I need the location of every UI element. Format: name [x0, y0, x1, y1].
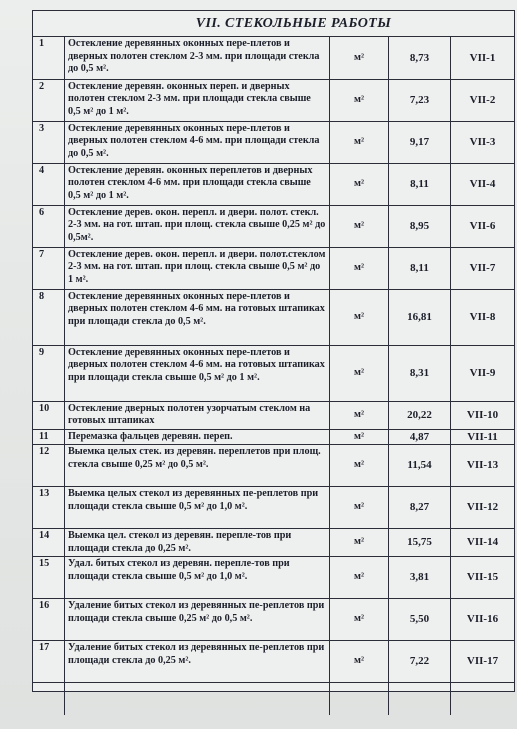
rate-code: VII-8: [451, 289, 515, 345]
work-description: Удал. битых стекол из деревян. перепле-тов при площади стекла свыше 0,5 м² до 1,0 м².: [65, 557, 330, 599]
rate-code: VII-13: [451, 445, 515, 487]
work-description: Остекление дерев. окон. перепл. и двери. полот.стеклом 2-3 мм. на гот. штап. при площ. стекла свыше 0,5 м² до 1 м².: [65, 247, 330, 289]
rate-code: VII-10: [451, 401, 515, 429]
unit-price: 5,50: [389, 599, 451, 641]
unit-price: 9,17: [389, 121, 451, 163]
unit-price: 20,22: [389, 401, 451, 429]
work-description: Выемка целых стек. из деревян. переплетов при площ. стекла свыше 0,25 м² до 0,5 м².: [65, 445, 330, 487]
blank-cell: [451, 683, 515, 716]
unit-of-measure: м²: [330, 289, 389, 345]
work-description: Остекление деревянных оконных пере-плетов и дверных полотен стеклом 4-6 мм. на готовых штапиках при площади стекла свыше 0,5 м² до 1 м².: [65, 345, 330, 401]
rate-code: VII-12: [451, 487, 515, 529]
unit-price: 8,73: [389, 37, 451, 79]
row-number: 7: [33, 247, 65, 289]
work-description: Выемка цел. стекол из деревян. перепле-тов при площади стекла до 0,25 м².: [65, 529, 330, 557]
rate-code: VII-3: [451, 121, 515, 163]
unit-of-measure: м²: [330, 247, 389, 289]
blank-cell: [33, 683, 65, 716]
rate-code: VII-16: [451, 599, 515, 641]
row-number: 15: [33, 557, 65, 599]
table-row: [33, 163, 514, 205]
unit-of-measure: м²: [330, 163, 389, 205]
unit-of-measure: м²: [330, 429, 389, 445]
work-description: Выемка целых стекол из деревянных пе-реплетов при площади стекла свыше 0,5 м² до 1,0 м².: [65, 487, 330, 529]
rate-code: VII-14: [451, 529, 515, 557]
row-number: 10: [33, 401, 65, 429]
unit-of-measure: м²: [330, 445, 389, 487]
rate-code: VII-7: [451, 247, 515, 289]
table-row: [33, 37, 514, 79]
blank-cell: [330, 683, 389, 716]
unit-price: 7,22: [389, 641, 451, 683]
unit-of-measure: м²: [330, 641, 389, 683]
unit-of-measure: м²: [330, 529, 389, 557]
row-number: 6: [33, 205, 65, 247]
work-description: Остекление деревянных оконных пере-плетов и дверных полотен стеклом 4-6 мм. на готовых штапиках при площади стекла до 0,5 м².: [65, 289, 330, 345]
rate-code: VII-17: [451, 641, 515, 683]
work-description: Удаление битых стекол из деревянных пе-реплетов при площади стекла свыше 0,25 м² до 0,5 м².: [65, 599, 330, 641]
blank-cell: [389, 683, 451, 716]
unit-of-measure: м²: [330, 557, 389, 599]
row-number: 2: [33, 79, 65, 121]
row-number: 9: [33, 345, 65, 401]
unit-price: 8,11: [389, 247, 451, 289]
unit-price: 15,75: [389, 529, 451, 557]
row-number: 17: [33, 641, 65, 683]
unit-of-measure: м²: [330, 37, 389, 79]
rate-code: VII-11: [451, 429, 515, 445]
unit-price: 8,27: [389, 487, 451, 529]
unit-price: 8,95: [389, 205, 451, 247]
blank-row: [33, 683, 514, 716]
unit-price: 8,31: [389, 345, 451, 401]
rate-code: VII-9: [451, 345, 515, 401]
unit-of-measure: м²: [330, 599, 389, 641]
row-number: 13: [33, 487, 65, 529]
unit-price: 11,54: [389, 445, 451, 487]
table-row: [33, 557, 514, 599]
row-number: 3: [33, 121, 65, 163]
unit-price: 4,87: [389, 429, 451, 445]
table-row: [33, 345, 514, 401]
unit-of-measure: м²: [330, 401, 389, 429]
work-description: Остекление деревян. оконных переп. и дверных полотен стеклом 2-3 мм. при площади стекла свыше 0,5 м² до 1 м².: [65, 79, 330, 121]
table-row: [33, 401, 514, 429]
rate-code: VII-4: [451, 163, 515, 205]
work-description: Остекление дверных полотен узорчатым стеклом на готовых штапиках: [65, 401, 330, 429]
table-row: [33, 247, 514, 289]
work-description: Остекление дерев. окон. перепл. и двери. полот. стекл. 2-3 мм. на гот. штап. при площ. стекла свыше 0,25 м² до 0,5м².: [65, 205, 330, 247]
table-row: [33, 487, 514, 529]
row-number: 14: [33, 529, 65, 557]
unit-price: 3,81: [389, 557, 451, 599]
table-row: [33, 79, 514, 121]
table-row: [33, 529, 514, 557]
unit-price: 8,11: [389, 163, 451, 205]
unit-price: 16,81: [389, 289, 451, 345]
row-number: 12: [33, 445, 65, 487]
unit-of-measure: м²: [330, 205, 389, 247]
row-number: 1: [33, 37, 65, 79]
row-number: 8: [33, 289, 65, 345]
price-table-body: [33, 37, 514, 715]
table-row: [33, 641, 514, 683]
section-title: VII. СТЕКОЛЬНЫЕ РАБОТЫ: [33, 11, 514, 37]
unit-of-measure: м²: [330, 487, 389, 529]
work-description: Остекление деревянных оконных пере-плетов и дверных полотен стеклом 2-3 мм. при площади стекла до 0,5 м².: [65, 37, 330, 79]
unit-price: 7,23: [389, 79, 451, 121]
rate-code: VII-2: [451, 79, 515, 121]
price-table: [33, 37, 514, 715]
unit-of-measure: м²: [330, 79, 389, 121]
row-number: 4: [33, 163, 65, 205]
row-number: 11: [33, 429, 65, 445]
rate-code: VII-6: [451, 205, 515, 247]
table-row: [33, 599, 514, 641]
work-description: Остекление деревянных оконных пере-плетов и дверных полотен стеклом 4-6 мм. при площади стекла до 0,5 м².: [65, 121, 330, 163]
table-row: [33, 205, 514, 247]
work-description: Остекление деревян. оконных переплетов и дверных полотен стеклом 4-6 мм. при площади стекла свыше 0,5 м² до 1 м².: [65, 163, 330, 205]
table-row: [33, 121, 514, 163]
table-row: [33, 445, 514, 487]
blank-cell: [65, 683, 330, 716]
table-row: [33, 429, 514, 445]
table-row: [33, 289, 514, 345]
rate-code: VII-15: [451, 557, 515, 599]
row-number: 16: [33, 599, 65, 641]
price-list-sheet: [32, 10, 515, 692]
unit-of-measure: м²: [330, 121, 389, 163]
work-description: Удаление битых стекол из деревянных пе-реплетов при площади стекла до 0,25 м².: [65, 641, 330, 683]
unit-of-measure: м²: [330, 345, 389, 401]
work-description: Перемазка фальцев деревян. переп.: [65, 429, 330, 445]
rate-code: VII-1: [451, 37, 515, 79]
